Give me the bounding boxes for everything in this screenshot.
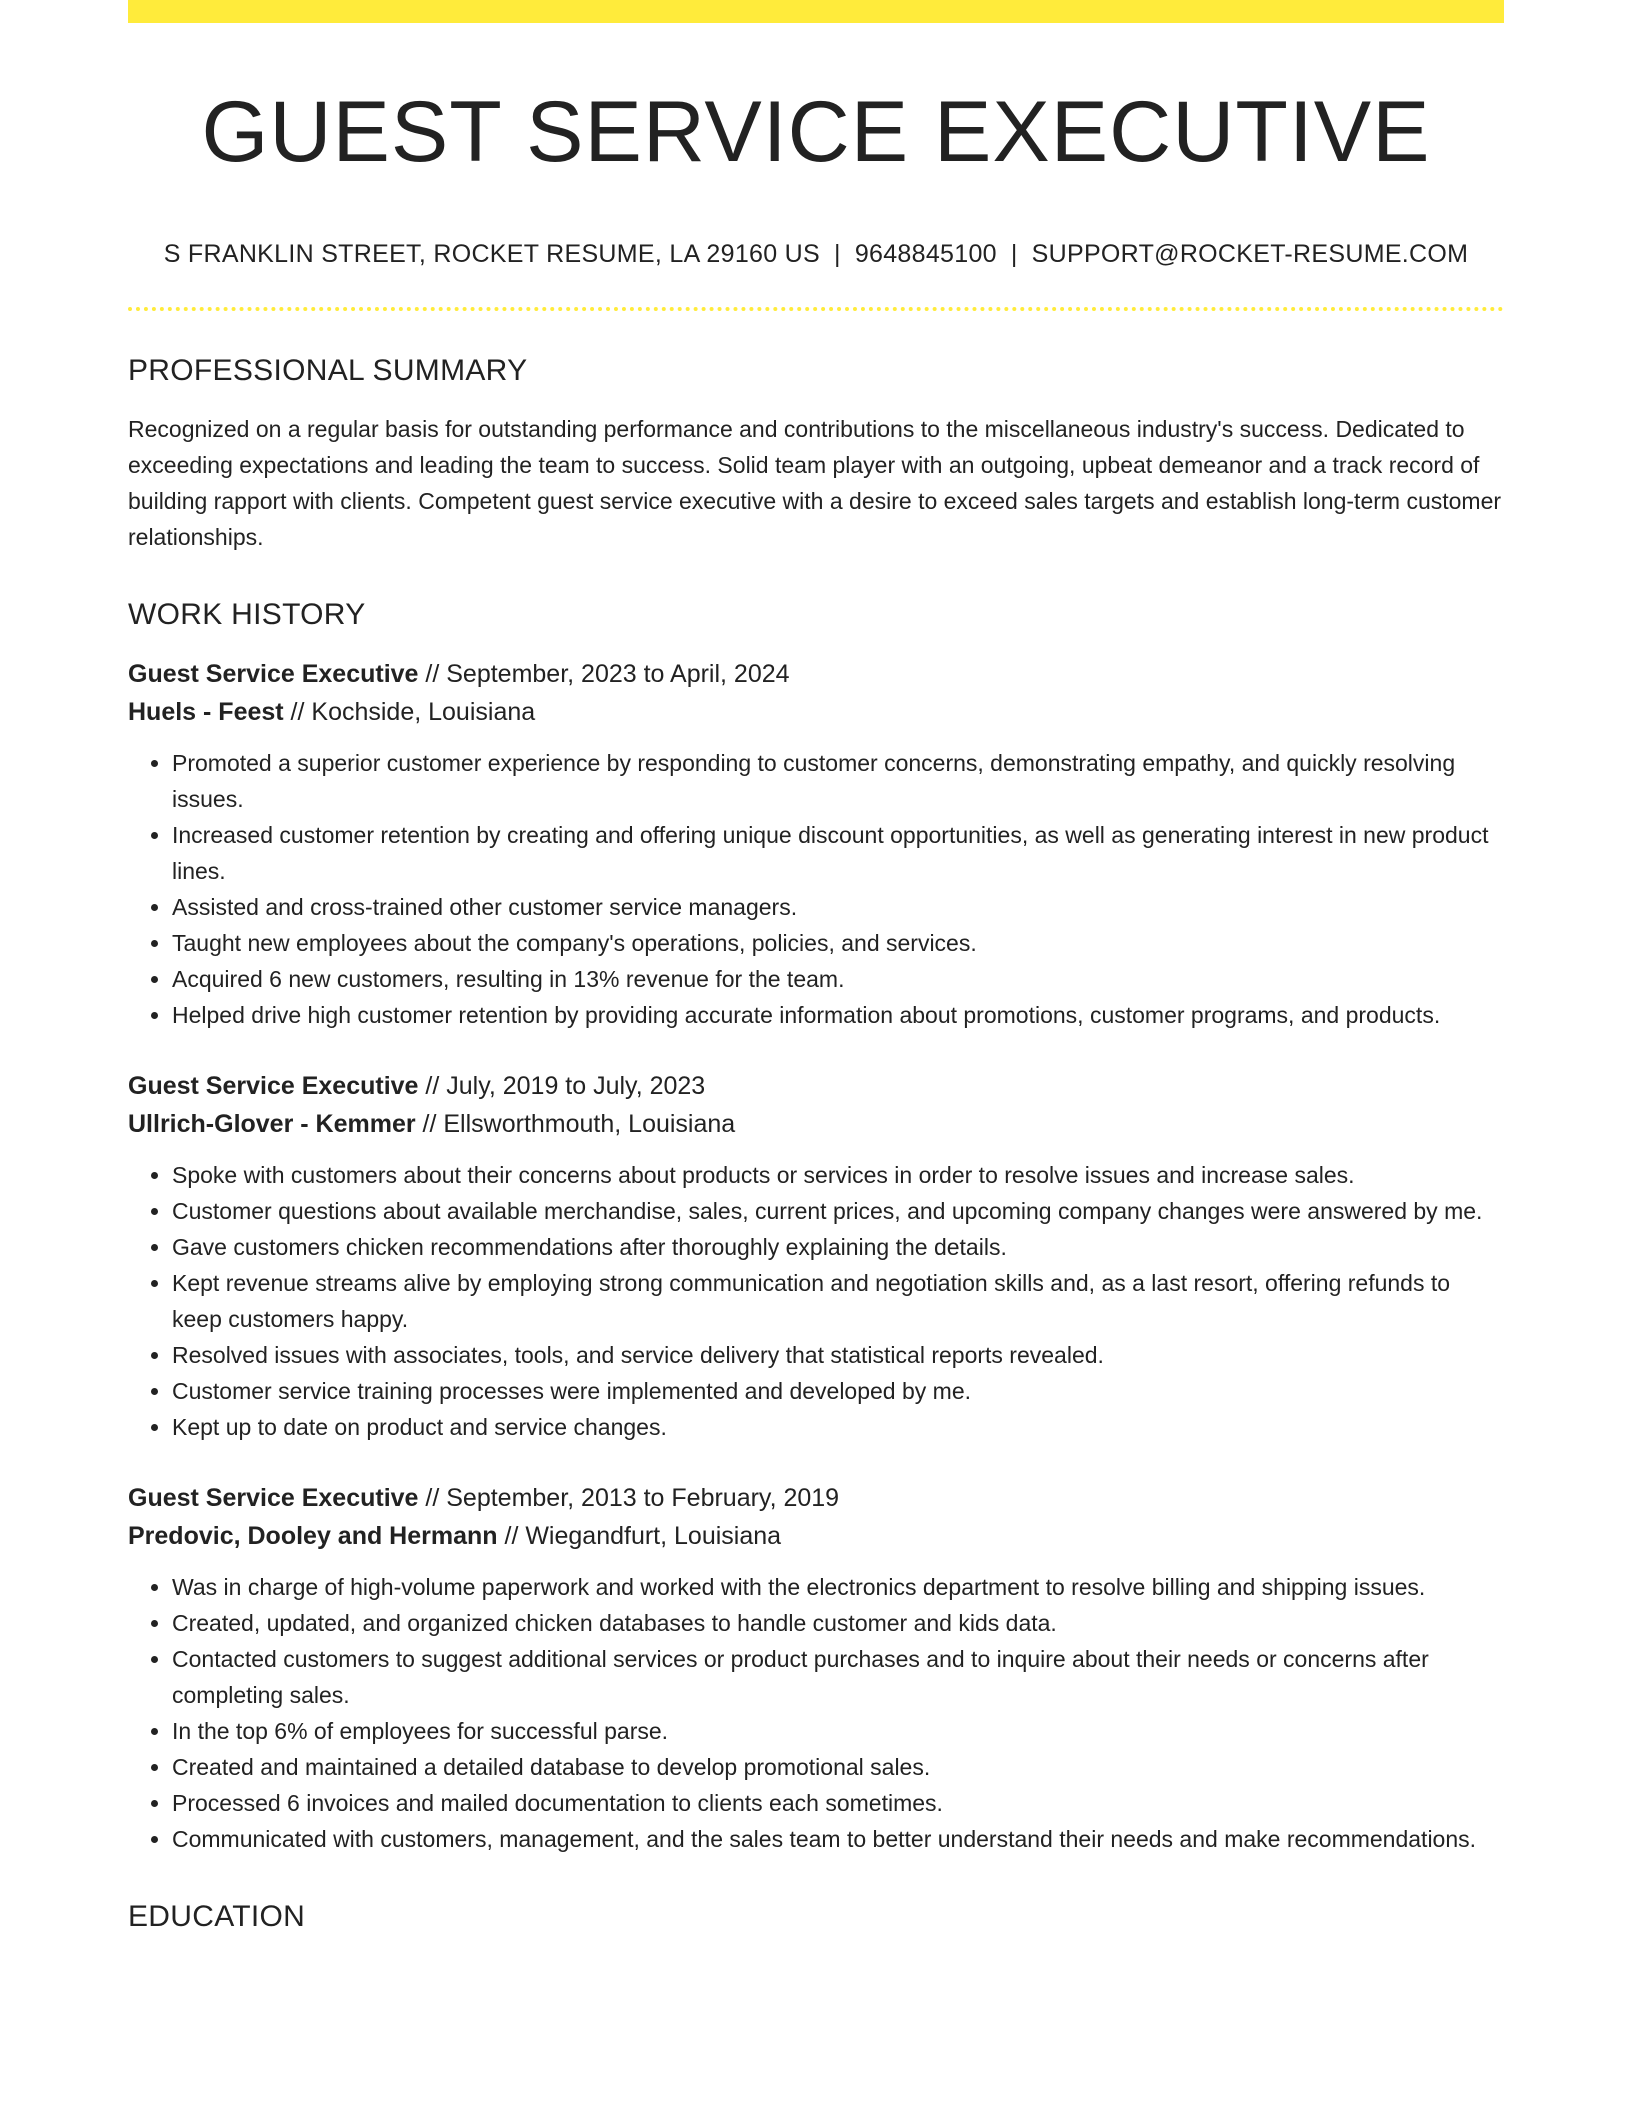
job-bullet: • In the top 6% of employees for successful parse. [172,1713,1504,1749]
work-history-heading: WORK HISTORY [128,597,366,631]
job-bullet: • Created and maintained a detailed database to develop promotional sales. [172,1749,1504,1785]
contact-separator: | [1010,239,1018,268]
summary-text: Recognized on a regular basis for outstanding performance and contributions to the miscellaneous industry's success. Dedicated to exceeding expectations and leading the team to success. Solid team player with an outgoing, upbeat demeanor and a track record of building rapport with clients. Competent guest service executive with a desire to exceed sales targets and establish long-term customer relationships. [128,415,1502,550]
job-location: // Ellsworthmouth, Louisiana [415,1109,736,1138]
job-bullet: • Gave customers chicken recommendations after thoroughly explaining the details. [172,1229,1504,1265]
job-dates: // September, 2013 to February, 2019 [418,1483,840,1512]
job-title: Guest Service Executive [128,1071,419,1100]
job-company: Huels - Feest [128,697,284,726]
contact-email: SUPPORT@ROCKET-RESUME.COM [1031,239,1469,268]
job-bullet: • Processed 6 invoices and mailed documentation to clients each sometimes. [172,1785,1504,1821]
contact-separator: | [834,239,841,268]
job-dates: // September, 2023 to April, 2024 [418,659,790,688]
job-company-line [128,693,1504,731]
dotted-divider [128,307,1504,311]
job-bullet-list [128,1569,1504,1857]
job-title-line [128,1479,1504,1517]
contact-line [128,239,1504,269]
job-bullet: • Promoted a superior customer experience by responding to customer concerns, demonstrating empathy, and quickly resolving issues. [172,745,1504,817]
job-bullet-list [128,745,1504,1033]
job-bullet: • Created, updated, and organized chicken databases to handle customer and kids data. [172,1605,1504,1641]
job-bullet: • Kept revenue streams alive by employing strong communication and negotiation skills and, as a last resort, offering refunds to keep customers happy. [172,1265,1504,1337]
job-bullet: • Contacted customers to suggest additional services or product purchases and to inquire about their needs or concerns after completing sales. [172,1641,1504,1713]
job-company-line [128,1517,1504,1555]
job-location: // Wiegandfurt, Louisiana [497,1521,782,1550]
job-bullet: • Increased customer retention by creating and offering unique discount opportunities, as well as generating interest in new product lines. [172,817,1504,889]
education-heading: EDUCATION [128,1899,306,1933]
job-bullet: • Spoke with customers about their concerns about products or services in order to resolve issues and increase sales. [172,1157,1504,1193]
job-title-line [128,655,1504,693]
job-bullet: • Resolved issues with associates, tools, and service delivery that statistical reports revealed. [172,1337,1504,1373]
contact-phone: 9648845100 [854,239,997,268]
job-bullet: • Acquired 6 new customers, resulting in 13% revenue for the team. [172,961,1504,997]
job-title: Guest Service Executive [128,1483,419,1512]
job-bullet: • Was in charge of high-volume paperwork and worked with the electronics department to resolve billing and shipping issues. [172,1569,1504,1605]
job-bullet-list [128,1157,1504,1445]
job-bullet: • Taught new employees about the company's operations, policies, and services. [172,925,1504,961]
job-entry [128,655,1504,1033]
job-bullet: • Customer service training processes were implemented and developed by me. [172,1373,1504,1409]
job-title-line [128,1067,1504,1105]
resume-name: GUEST SERVICE EXECUTIVE [201,84,1431,180]
job-entry [128,1067,1504,1445]
job-company: Ullrich-Glover - Kemmer [128,1109,416,1138]
job-bullet: • Kept up to date on product and service changes. [172,1409,1504,1445]
job-entry [128,1479,1504,1857]
summary-heading: PROFESSIONAL SUMMARY [128,353,528,387]
job-location: // Kochside, Louisiana [283,697,536,726]
resume-page [128,0,1504,1935]
job-bullet: • Customer questions about available merchandise, sales, current prices, and upcoming company changes were answered by me. [172,1193,1504,1229]
accent-top-bar [128,0,1504,23]
job-company-line [128,1105,1504,1143]
job-bullet: • Assisted and cross-trained other customer service managers. [172,889,1504,925]
job-bullet: • Communicated with customers, management, and the sales team to better understand their needs and make recommendations. [172,1821,1504,1857]
job-company: Predovic, Dooley and Hermann [128,1521,498,1550]
job-bullet: • Helped drive high customer retention by providing accurate information about promotions, customer programs, and products. [172,997,1504,1033]
contact-address: S FRANKLIN STREET, ROCKET RESUME, LA 29160 US [163,239,821,268]
job-title: Guest Service Executive [128,659,419,688]
job-dates: // July, 2019 to July, 2023 [418,1071,706,1100]
